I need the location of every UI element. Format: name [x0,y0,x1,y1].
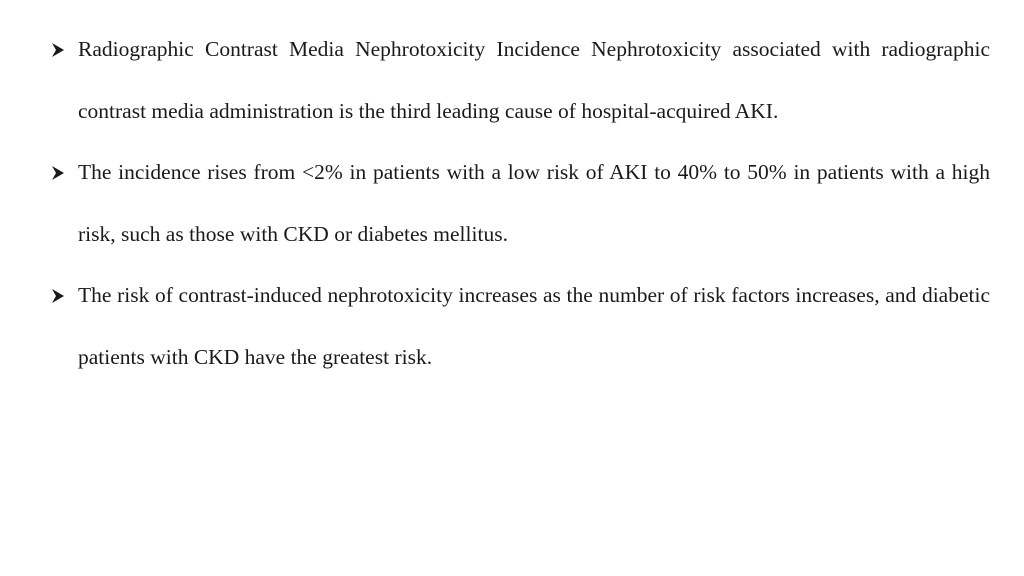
arrowhead-bullet-icon [50,19,78,81]
bullet-item [50,265,990,388]
arrowhead-bullet-icon [50,142,78,204]
bullet-text: Radiographic Contrast Media Nephrotoxicity Incidence Nephrotoxicity associated with radiographic contrast media administration is the third leading cause of hospital-acquired AKI. [78,37,990,123]
bullet-item [50,19,990,142]
bullet-text: The incidence rises from <2% in patients with a low risk of AKI to 40% to 50% in patients with a high risk, such as those with CKD or diabetes mellitus. [78,160,990,246]
bullet-list [50,19,990,388]
arrowhead-bullet-icon [50,265,78,327]
bullet-item [50,142,990,265]
bullet-text: The risk of contrast-induced nephrotoxicity increases as the number of risk factors increases, and diabetic patients with CKD have the greatest risk. [78,283,990,369]
